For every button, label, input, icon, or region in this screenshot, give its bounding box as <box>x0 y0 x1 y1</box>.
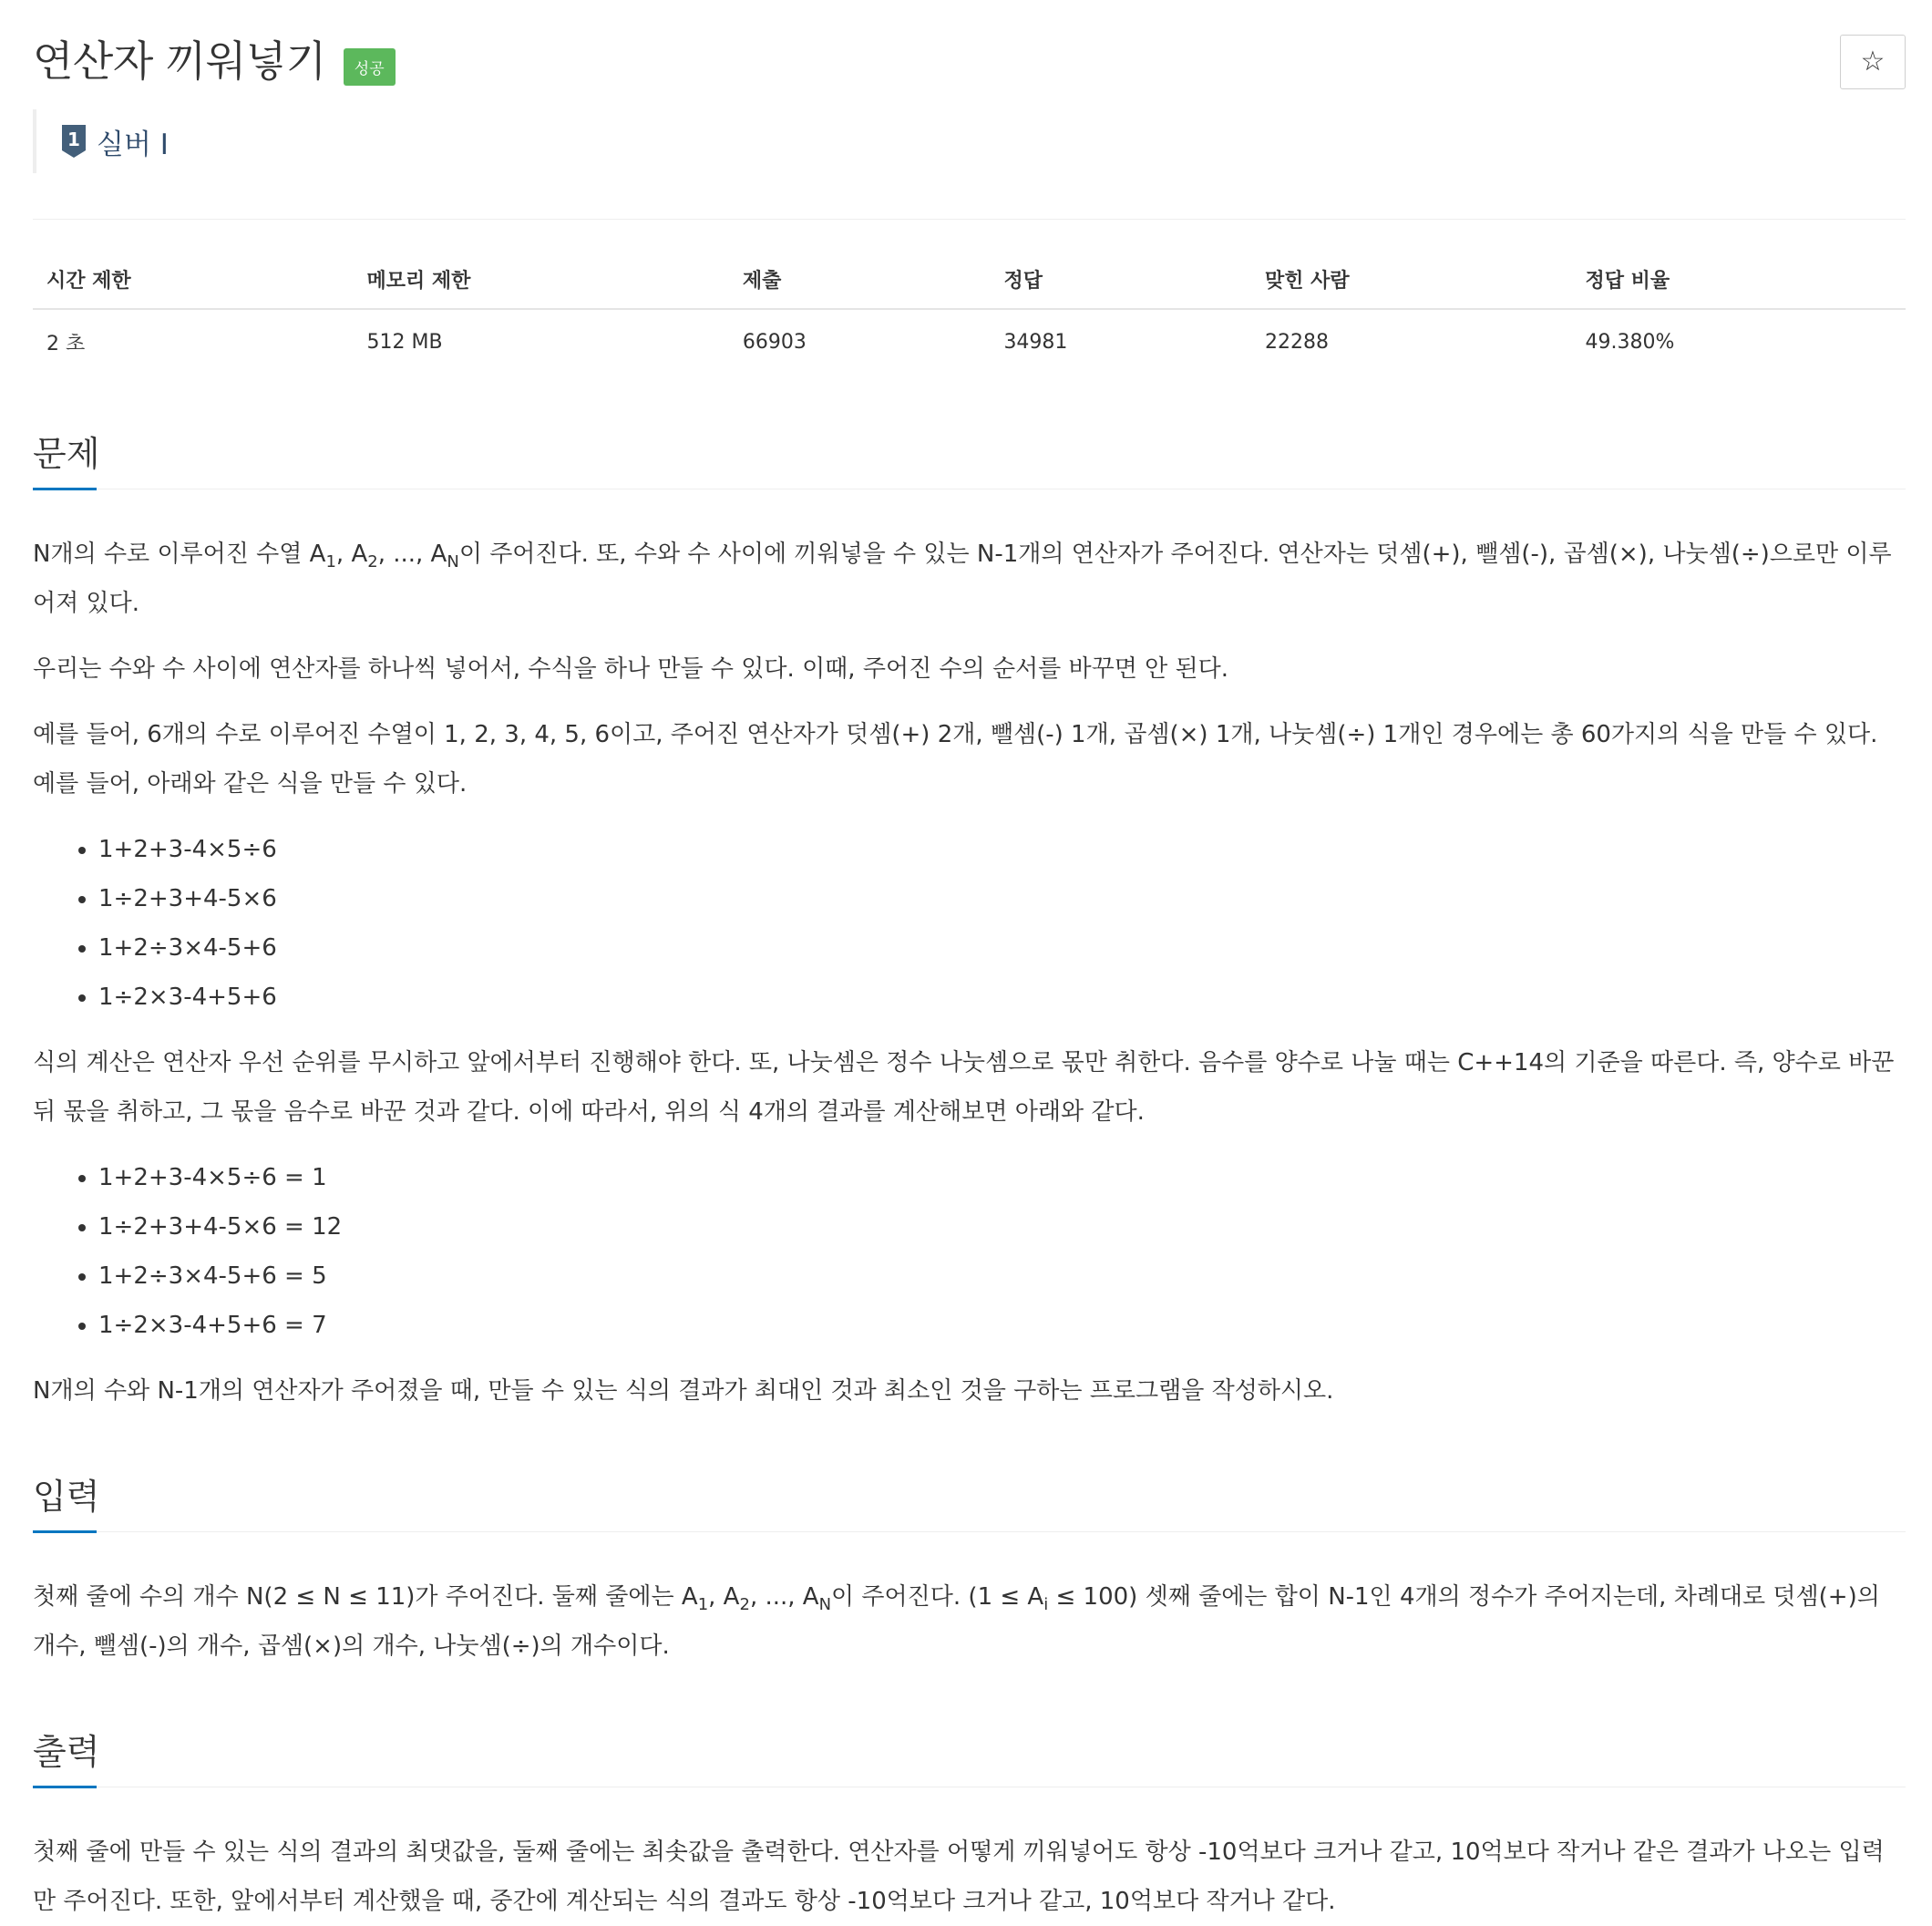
list-item: • 1+2÷3×4-5+6 = 5 <box>98 1251 1906 1301</box>
description-paragraph-5: N개의 수와 N-1개의 연산자가 주어졌을 때, 만들 수 있는 식의 결과가 최대인 것과 최소인 것을 구하는 프로그램을 작성하시오. <box>33 1377 1334 1405</box>
list-item: • 1+2+3-4×5÷6 = 1 <box>98 1153 1906 1202</box>
description-paragraph-1: N개의 수로 이루어진 수열 $A_1$, $A_2$, ..., $A_N$이 주어진다. 또, 수와 수 사이에 끼워넣을 수 있는 N-1개의 연산자가 주어진다. 연산자는 덧셈(+), 뺄셈(-), 곱셈(×), 나눗셈(÷)으로만 이루어져 있다. <box>33 541 1892 617</box>
header-submissions: 제출 <box>729 252 991 309</box>
input-title: 입력 <box>33 1477 100 1517</box>
memory-limit-value: 512 MB <box>366 331 443 354</box>
section-underline <box>33 1786 97 1788</box>
silver-tier-icon <box>60 123 87 160</box>
solved-users-value: 22288 <box>1264 331 1329 354</box>
list-item: • 1÷2×3-4+5+6 <box>98 973 1906 1022</box>
favorite-star-button[interactable] <box>1840 35 1906 89</box>
example-result-list <box>33 1153 1906 1350</box>
output-title: 출력 <box>33 1732 100 1772</box>
output-body <box>33 1828 1906 1926</box>
list-item: • 1÷2×3-4+5+6 = 7 <box>98 1301 1906 1350</box>
list-item: • 1÷2+3+4-5×6 <box>98 874 1906 923</box>
problem-page <box>33 27 1906 1926</box>
list-item: • 1+2+3-4×5÷6 <box>98 825 1906 874</box>
header-memory-limit: 메모리 제한 <box>354 252 729 309</box>
section-underline <box>33 488 97 490</box>
input-section-header <box>33 1468 1906 1532</box>
description-paragraph-4: 식의 계산은 연산자 우선 순위를 무시하고 앞에서부터 진행해야 한다. 또, 나눗셈은 정수 나눗셈으로 몫만 취한다. 음수를 양수로 나눌 때는 C++14의 기준을 따른다. 즉, 양수로 바꾼 뒤 몫을 취하고, 그 몫을 음수로 바꾼 것과 같다. 이에 따라서, 위의 식 4개의 결과를 계산해보면 아래와 같다. <box>33 1049 1895 1126</box>
list-item: • 1÷2+3+4-5×6 = 12 <box>98 1202 1906 1251</box>
header-solved-users: 맞힌 사람 <box>1251 252 1572 309</box>
description-paragraph-2: 우리는 수와 수 사이에 연산자를 하나씩 넣어서, 수식을 하나 만들 수 있다. 이때, 주어진 수의 순서를 바꾸면 안 된다. <box>33 655 1229 683</box>
title-row <box>33 27 1906 109</box>
info-table-header-row <box>33 252 1906 309</box>
description-paragraph-3: 예를 들어, 6개의 수로 이루어진 수열이 1, 2, 3, 4, 5, 6이고, 주어진 연산자가 덧셈(+) 2개, 뺄셈(-) 1개, 곱셈(×) 1개, 나눗셈(÷) 1개인 경우에는 총 60가지의 식을 만들 수 있다. 예를 들어, 아래와 같은 식을 만들 수 있다. <box>33 721 1878 798</box>
star-icon: ☆ <box>1860 46 1886 77</box>
info-table <box>33 252 1906 373</box>
description-title: 문제 <box>33 434 100 474</box>
header-accept-ratio: 정답 비율 <box>1571 252 1906 309</box>
output-paragraph: 첫째 줄에 만들 수 있는 식의 결과의 최댓값을, 둘째 줄에는 최솟값을 출력한다. 연산자를 어떻게 끼워넣어도 항상 -10억보다 크거나 같고, 10억보다 작거나 같은 결과가 나오는 입력만 주어진다. 또한, 앞에서부터 계산했을 때, 중간에 계산되는 식의 결과도 항상 -10억보다 크거나 같고, 10억보다 작거나 같다. <box>33 1838 1885 1915</box>
header-time-limit: 시간 제한 <box>33 252 354 309</box>
status-badge: 성공 <box>344 48 396 86</box>
description-body <box>33 530 1906 1416</box>
tier-block <box>33 109 1906 173</box>
header-accepted: 정답 <box>990 252 1251 309</box>
accept-ratio-value: 49.380% <box>1585 331 1675 354</box>
accepted-value: 34981 <box>1003 331 1068 354</box>
input-paragraph: 첫째 줄에 수의 개수 N(2 ≤ N ≤ 11)가 주어진다. 둘째 줄에는 $A_1$, $A_2$, ..., $A_N$이 주어진다. $(1 \le A_i \le 100)$ 셋째 줄에는 합이 N-1인 4개의 정수가 주어지는데, 차례대로 덧셈(+)의 개수, 뺄셈(-)의 개수, 곱셈(×)의 개수, 나눗셈(÷)의 개수이다. <box>33 1583 1880 1660</box>
submissions-value: 66903 <box>742 331 807 354</box>
section-underline <box>33 1530 97 1533</box>
output-section-header <box>33 1724 1906 1787</box>
description-section-header <box>33 426 1906 489</box>
info-table-row <box>33 309 1906 373</box>
input-body <box>33 1572 1906 1671</box>
example-expression-list <box>33 825 1906 1022</box>
problem-title: 연산자 끼워넣기 <box>33 36 326 86</box>
tier-link[interactable]: 실버 I <box>97 128 169 161</box>
tier-level-number: 1 <box>67 129 80 150</box>
divider <box>33 219 1906 220</box>
list-item: • 1+2÷3×4-5+6 <box>98 923 1906 973</box>
time-limit-value: 2 초 <box>46 333 86 355</box>
